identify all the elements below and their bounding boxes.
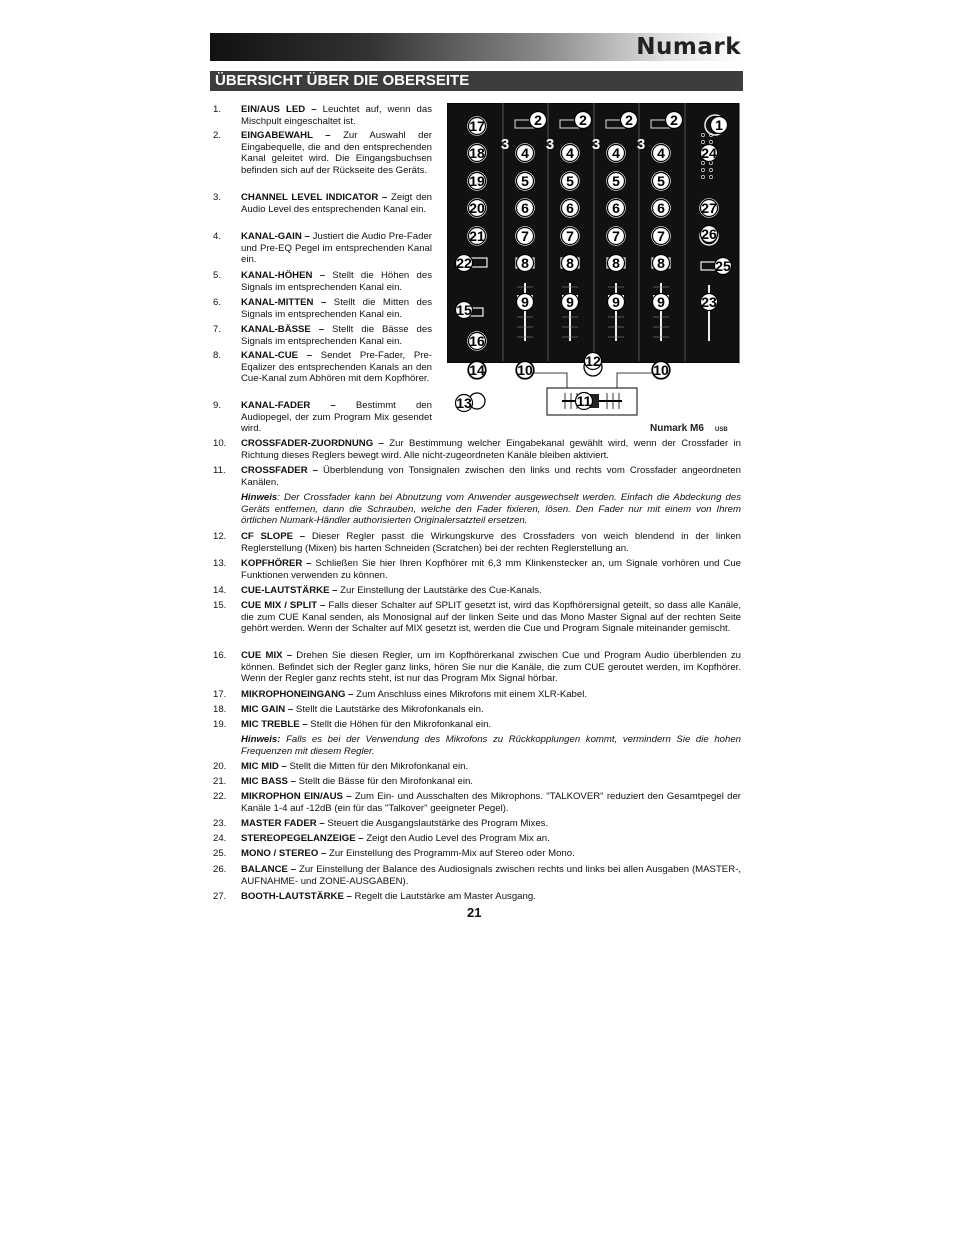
page-title: ÜBERSICHT ÜBER DIE OBERSEITE (215, 72, 470, 89)
item-description: Stellt die Mitten des Signals im entsprechenden Kanal ein. (241, 297, 432, 320)
item-text (241, 833, 741, 845)
item-term: CUE-LAUTSTÄRKE – (241, 585, 338, 596)
item-text (241, 231, 432, 266)
callout-number: 9 (612, 294, 620, 310)
callout-number: 22 (456, 255, 472, 271)
callout-number: 12 (585, 353, 601, 369)
item-text (241, 761, 741, 773)
callout-number: 5 (521, 173, 529, 189)
item-term: MIKROPHONEINGANG – (241, 689, 354, 700)
item-term: MIC GAIN – (241, 704, 294, 715)
callout-number: 6 (612, 200, 620, 216)
item-term: MIC TREBLE – (241, 719, 308, 730)
callout-number: 20 (469, 200, 485, 216)
item-text (241, 350, 432, 385)
callout-number: 14 (469, 362, 485, 378)
item-description: Justiert die Audio Pre-Fader und Pre-EQ Pegel im entsprechenden Kanal ein. (241, 231, 432, 266)
callout-number: 4 (521, 145, 529, 161)
item-text (241, 531, 741, 554)
item-number: 24. (213, 833, 227, 844)
item-text (241, 734, 741, 757)
item-number: 15. (213, 600, 227, 611)
item-term: BALANCE – (241, 864, 297, 875)
callout-number: 4 (566, 145, 574, 161)
item-number: 16. (213, 650, 227, 661)
item-term: CROSSFADER-ZUORDNUNG – (241, 438, 384, 449)
item-term: CUE MIX / SPLIT – (241, 600, 326, 611)
item-description: Sendet Pre-Fader, Pre-Eqalizer des entsprechenden Kanals an den Cue-Kanal zum Abhören mit dem Kopfhörer. (241, 350, 432, 385)
item-text (241, 400, 432, 435)
item-description: Zur Auswahl der Eingabequelle, die and den entsprechenden Kanal geleitet wird. Die Eingangsbuchsen befinden sich auf der Rückseite des Geräts. (241, 130, 432, 176)
item-number: 10. (213, 438, 227, 449)
mixer-diagram (447, 103, 742, 443)
item-term: MASTER FADER – (241, 818, 325, 829)
item-number: 25. (213, 848, 227, 859)
item-number: 5. (213, 270, 222, 281)
callout-number: 3 (545, 136, 555, 153)
callout-number: 5 (566, 173, 574, 189)
callout-number: 23 (701, 294, 717, 310)
callout-number: 6 (566, 200, 574, 216)
item-description: Stellt die Lautstärke des Mikrofonkanals ein. (293, 704, 484, 715)
item-text (241, 104, 432, 127)
callout-number: 27 (701, 200, 717, 216)
item-description: Drehen Sie diesen Regler, um im Kopfhörerkanal zwischen Cue und Program Audio überblenden zu können. Befindet sich der Regler ganz links, hören Sie nur die Kanäle, die zum CUE geroutet werden, im Kopfhörer. Wenn der Regler ganz rechts steht, ist nur das Program Mix Signal hörbar. (241, 650, 742, 685)
item-term: KANAL-MITTEN – (241, 297, 327, 308)
callout-number: 7 (612, 228, 620, 244)
item-text (241, 558, 741, 581)
item-term: STEREOPEGELANZEIGE – (241, 833, 364, 844)
model-label: Numark M6 (650, 423, 704, 434)
item-text (241, 130, 432, 176)
item-text (241, 848, 741, 860)
item-description: Regelt die Lautstärke am Master Ausgang. (351, 891, 536, 902)
callout-number: 1 (715, 117, 723, 133)
mixer-illustration (447, 103, 742, 443)
callout-number: 8 (612, 255, 620, 271)
item-description: Zeigt den Audio Level des entsprechenden Kanal ein. (241, 192, 432, 215)
item-text (241, 297, 432, 320)
callout-number: 9 (521, 294, 529, 310)
item-description: Dieser Regler passt die Wirkungskurve des Crossfaders von weich blendend in der linken Reglerstellung (Mixen) bis harten Schneiden (Scratchen) bei der rechten Reglerstellung an. (241, 531, 741, 554)
callout-number: 3 (500, 136, 510, 153)
item-term: BOOTH-LAUTSTÄRKE – (241, 891, 352, 902)
item-term: MONO / STEREO – (241, 848, 327, 859)
item-number: 9. (213, 400, 222, 411)
item-term: KANAL-GAIN – (241, 231, 310, 242)
item-text (241, 791, 741, 814)
callout-number: 9 (657, 294, 665, 310)
callout-number: 13 (456, 395, 472, 411)
item-term: MIC BASS – (241, 776, 296, 787)
callout-number: 2 (579, 112, 587, 128)
item-description: Stellt die Bässe des Signals im entsprechenden Kanal ein. (241, 324, 432, 347)
item-text (241, 585, 741, 597)
item-number: 21. (213, 776, 227, 787)
item-number: 23. (213, 818, 227, 829)
item-text (241, 465, 741, 488)
callout-number: 17 (469, 118, 485, 134)
callout-number: 8 (657, 255, 665, 271)
item-number: 2. (213, 130, 222, 141)
item-text (241, 704, 741, 716)
callout-number: 4 (657, 145, 665, 161)
callout-number: 9 (566, 294, 574, 310)
item-description: Zur Einstellung des Programm-Mix auf Stereo oder Mono. (326, 848, 575, 859)
callout-number: 11 (576, 393, 592, 409)
item-number: 26. (213, 864, 227, 875)
item-text (241, 192, 432, 215)
section-title-bar (210, 71, 743, 91)
callout-number: 5 (612, 173, 620, 189)
item-term: EINGABEWAHL – (241, 130, 331, 141)
item-number: 14. (213, 585, 227, 596)
page-number: 21 (467, 905, 482, 920)
callout-number: 2 (534, 112, 542, 128)
item-term: Hinweis (241, 492, 278, 503)
item-description: Zum Ein- und Ausschalten des Mikrophons. "TALKOVER" reduziert den Gesamtpegel der Kanäle 1-4 auf -12dB (ein für das "Talkover" geeigneter Pegel). (241, 791, 741, 814)
item-text (241, 689, 741, 701)
item-text (241, 818, 741, 830)
callout-number: 3 (591, 136, 601, 153)
item-number: 11. (213, 465, 226, 476)
item-description: Zeigt den Audio Level des Program Mix an. (363, 833, 550, 844)
item-term: CUE MIX – (241, 650, 293, 661)
item-term: KANAL-CUE – (241, 350, 313, 361)
item-description: Steuert die Ausgangslautstärke des Program Mixes. (324, 818, 549, 829)
item-term: CROSSFADER – (241, 465, 318, 476)
item-term: MIC MID – (241, 761, 287, 772)
item-number: 8. (213, 350, 222, 361)
item-term: CF SLOPE – (241, 531, 306, 542)
item-number: 18. (213, 704, 227, 715)
item-term: CHANNEL LEVEL INDICATOR – (241, 192, 388, 203)
item-number: 22. (213, 791, 227, 802)
item-description: Zur Einstellung der Balance des Audiosignals zwischen rechts und links bei allen Ausgaben (MASTER-, AUFNAHME- und ZONE-AUSGABEN). (241, 864, 741, 887)
item-number: 20. (213, 761, 227, 772)
item-text (241, 719, 741, 731)
item-description: Zur Einstellung der Lautstärke des Cue-Kanals. (337, 585, 542, 596)
callout-number: 7 (657, 228, 665, 244)
item-description: Zur Bestimmung welcher Eingabekanal gewählt wird, wenn der Crossfader in Richtung dieses Reglers bewegt wird. Alle nicht-zugeordneten Kanäle bleiben aktiviert. (241, 438, 741, 461)
item-number: 17. (213, 689, 227, 700)
callout-number: 19 (469, 173, 485, 189)
callout-number: 2 (670, 112, 678, 128)
item-number: 27. (213, 891, 227, 902)
item-number: 13. (213, 558, 227, 569)
item-description: : Der Crossfader kann bei Abnutzung vom Anwender ausgewechselt werden. Einfach die Abdeckung des Geräts entfernen, dann die Schrauben, welche den Fader fixieren, lösen. Den Fader nur mit einem von Ihrem örtlichen Numark-Händler authorisierten Originalersatzteil ersetzen. (241, 492, 741, 527)
item-description: Stellt die Höhen des Signals im entsprechenden Kanal ein. (241, 270, 432, 293)
item-term: Hinweis: (241, 734, 281, 745)
item-text (241, 864, 741, 887)
callout-number: 7 (566, 228, 574, 244)
item-number: 1. (213, 104, 222, 115)
item-description: Falls dieser Schalter auf SPLIT gesetzt ist, wird das Kopfhörersignal geteilt, so dass alle Kanäle, die zum CUE Kanal senden, als Monosignal auf der linken Seite und das Mono Master Signal auf der rechten Seite gehört werden. Wenn der Schalter auf MIX gesetzt ist, werden die Cue und Program Signale miteinander gemischt. (241, 600, 741, 635)
item-text (241, 492, 741, 527)
callout-number: 6 (521, 200, 529, 216)
callout-number: 24 (701, 145, 717, 161)
callout-number: 10 (653, 362, 669, 378)
item-text (241, 438, 741, 461)
item-description: Bestimmt den Audiopegel, der zum Program Mix gesendet wird. (241, 400, 432, 435)
item-text (241, 600, 741, 635)
item-description: Falls es bei der Verwendung des Mikrofons zu Rückkopplungen kommt, vermindern Sie die hohen Frequenzen mit diesem Regler. (241, 734, 741, 757)
item-text (241, 891, 741, 903)
item-description: Schließen Sie hier Ihren Kopfhörer mit 6,3 mm Klinkenstecker an, um Signale vorhören und Cue Funktionen verwenden zu können. (241, 558, 741, 581)
callout-number: 18 (469, 145, 485, 161)
item-description: Zum Anschluss eines Mikrofons mit einem XLR-Kabel. (353, 689, 588, 700)
callout-number: 21 (469, 228, 485, 244)
item-description: Leuchtet auf, wenn das Mischpult eingeschaltet ist. (241, 104, 432, 127)
item-description: Stellt die Höhen für den Mikrofonkanal ein. (307, 719, 492, 730)
item-description: Überblendung von Tonsignalen zwischen den links und rechts vom Crossfader angeordneten Kanälen. (241, 465, 741, 488)
callout-number: 5 (657, 173, 665, 189)
item-text (241, 776, 741, 788)
item-number: 3. (213, 192, 222, 203)
callout-number: 8 (521, 255, 529, 271)
item-term: EIN/AUS LED – (241, 104, 317, 115)
brand-logo: Numark (636, 34, 741, 60)
callout-number: 7 (521, 228, 529, 244)
item-term: KANAL-BÄSSE – (241, 324, 325, 335)
item-number: 4. (213, 231, 222, 242)
item-term: KOPFHÖRER – (241, 558, 312, 569)
item-text (241, 324, 432, 347)
callout-number: 2 (625, 112, 633, 128)
model-suffix: USB (715, 427, 728, 433)
item-text (241, 650, 741, 685)
callout-number: 26 (701, 226, 717, 242)
item-description: Stellt die Bässe für den Mirofonkanal ein. (295, 776, 473, 787)
item-description: Stellt die Mitten für den Mikrofonkanal ein. (286, 761, 469, 772)
header-bar (210, 33, 743, 61)
callout-number: 4 (612, 145, 620, 161)
callout-number: 15 (456, 302, 472, 318)
item-text (241, 270, 432, 293)
item-number: 7. (213, 324, 222, 335)
callout-number: 6 (657, 200, 665, 216)
item-term: MIKROPHON EIN/AUS – (241, 791, 352, 802)
callout-number: 10 (517, 362, 533, 378)
callout-number: 8 (566, 255, 574, 271)
item-term: KANAL-FADER – (241, 400, 336, 411)
callout-number: 25 (715, 258, 731, 274)
item-number: 12. (213, 531, 227, 542)
callout-number: 16 (469, 333, 485, 349)
item-number: 19. (213, 719, 227, 730)
item-term: KANAL-HÖHEN – (241, 270, 326, 281)
callout-number: 3 (636, 136, 646, 153)
item-number: 6. (213, 297, 222, 308)
